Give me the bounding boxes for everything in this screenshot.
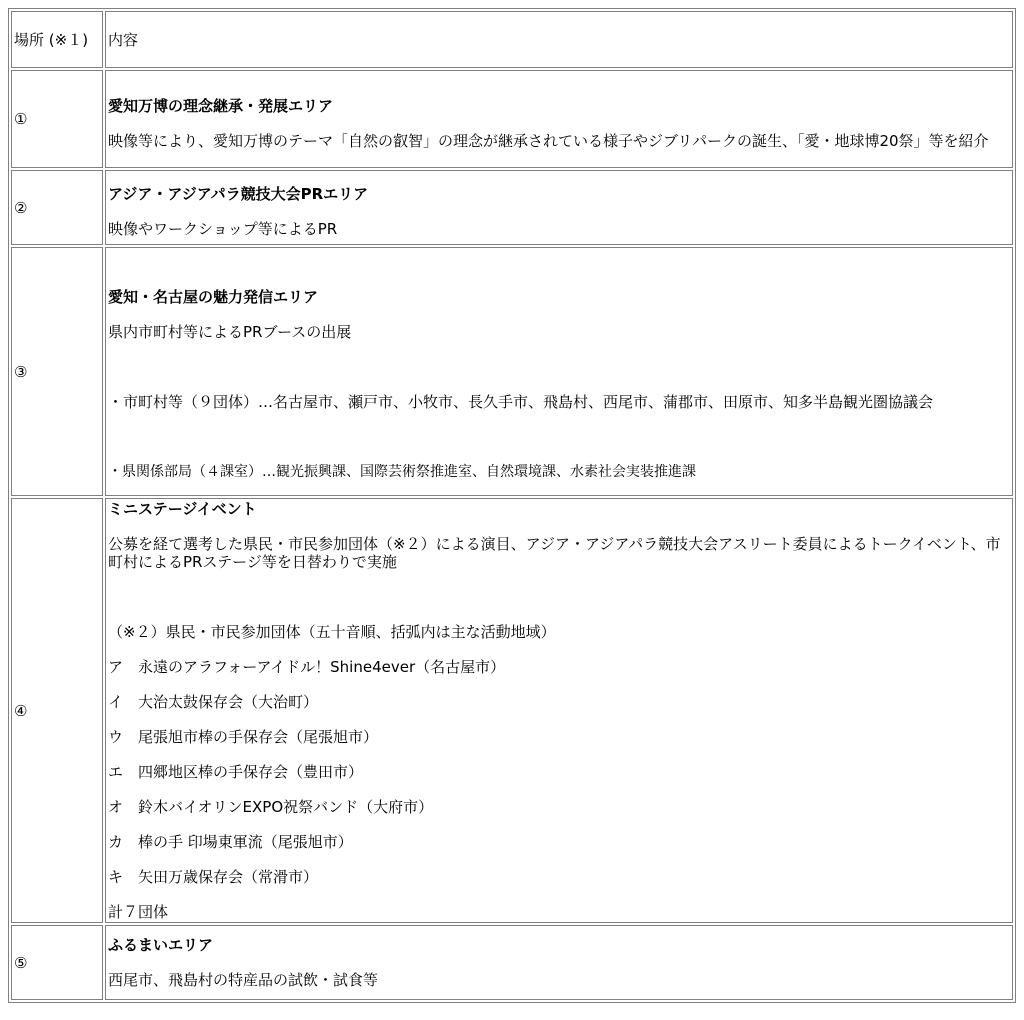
area-description: 県内市町村等によるPRブースの出展 xyxy=(108,322,352,341)
table-row xyxy=(11,70,1013,168)
participant-item: エ 四郷地区棒の手保存会（豊田市） xyxy=(108,763,364,781)
event-area-table xyxy=(8,8,1016,1003)
table-row xyxy=(11,247,1013,496)
area-description: 公募を経て選考した県民・市民参加団体（※２）による演目、アジア・アジアパラ競技大会アスリート委員によるトークイベント、市町村によるPRステージ等を日替わりで実施 xyxy=(108,535,1001,571)
table-row xyxy=(11,498,1013,923)
table-row xyxy=(11,170,1013,245)
header-place-label: 場所 (※１) xyxy=(14,30,89,49)
participant-item: イ 大治太鼓保存会（大治町） xyxy=(108,693,319,711)
place-marker: ④ xyxy=(14,701,28,720)
area-title: 愛知万博の理念継承・発展エリア xyxy=(108,96,334,115)
area-title: ふるまいエリア xyxy=(108,936,214,954)
municipality-list: ・市町村等（９団体）…名古屋市、瀬戸市、小牧市、長久手市、飛島村、西尾市、蒲郡市、田原市、知多半島観光圏協議会 xyxy=(108,392,934,411)
place-cell xyxy=(11,247,103,496)
content-cell xyxy=(105,925,1013,1000)
area-title: アジア・アジアパラ競技大会PRエリア xyxy=(108,184,369,203)
participant-item: キ 矢田万歳保存会（常滑市） xyxy=(108,868,319,886)
content-cell xyxy=(105,170,1013,245)
area-description: 映像やワークショップ等によるPR xyxy=(108,219,338,238)
header-content-cell xyxy=(105,11,1013,68)
area-description: 映像等により、愛知万博のテーマ「自然の叡智」の理念が継承されている様子やジブリパークの誕生、「愛・地球博20祭」等を紹介 xyxy=(108,131,989,150)
content-cell xyxy=(105,247,1013,496)
header-content-label: 内容 xyxy=(108,30,139,49)
place-marker: ② xyxy=(14,198,28,217)
place-marker: ⑤ xyxy=(14,953,28,972)
participant-item: カ 棒の手 印場東軍流（尾張旭市） xyxy=(108,833,353,851)
table-header-row xyxy=(11,11,1013,68)
table-row xyxy=(11,925,1013,1000)
content-cell xyxy=(105,498,1013,923)
area-title: 愛知・名古屋の魅力発信エリア xyxy=(108,287,319,306)
participant-item: ア 永遠のアラフォーアイドル！Shine4ever（名古屋市） xyxy=(108,658,506,676)
participant-total: 計７団体 xyxy=(108,903,169,921)
place-marker: ③ xyxy=(14,362,28,381)
participant-item: ウ 尾張旭市棒の手保存会（尾張旭市） xyxy=(108,728,379,746)
area-title: ミニステージイベント xyxy=(108,500,257,518)
place-cell xyxy=(11,170,103,245)
place-cell xyxy=(11,925,103,1000)
header-place-cell xyxy=(11,11,103,68)
content-cell xyxy=(105,70,1013,168)
place-cell xyxy=(11,70,103,168)
department-list: ・県関係部局（４課室）…観光振興課、国際芸術祭推進室、自然環境課、水素社会実装推進課 xyxy=(108,463,696,480)
place-marker: ① xyxy=(14,110,28,128)
area-description: 西尾市、飛島村の特産品の試飲・試食等 xyxy=(108,971,379,989)
participant-item: オ 鈴木バイオリンEXPO祝祭バンド（大府市） xyxy=(108,798,434,816)
place-cell xyxy=(11,498,103,923)
participant-note: （※２）県民・市民参加団体（五十音順、括弧内は主な活動地域） xyxy=(108,623,556,641)
